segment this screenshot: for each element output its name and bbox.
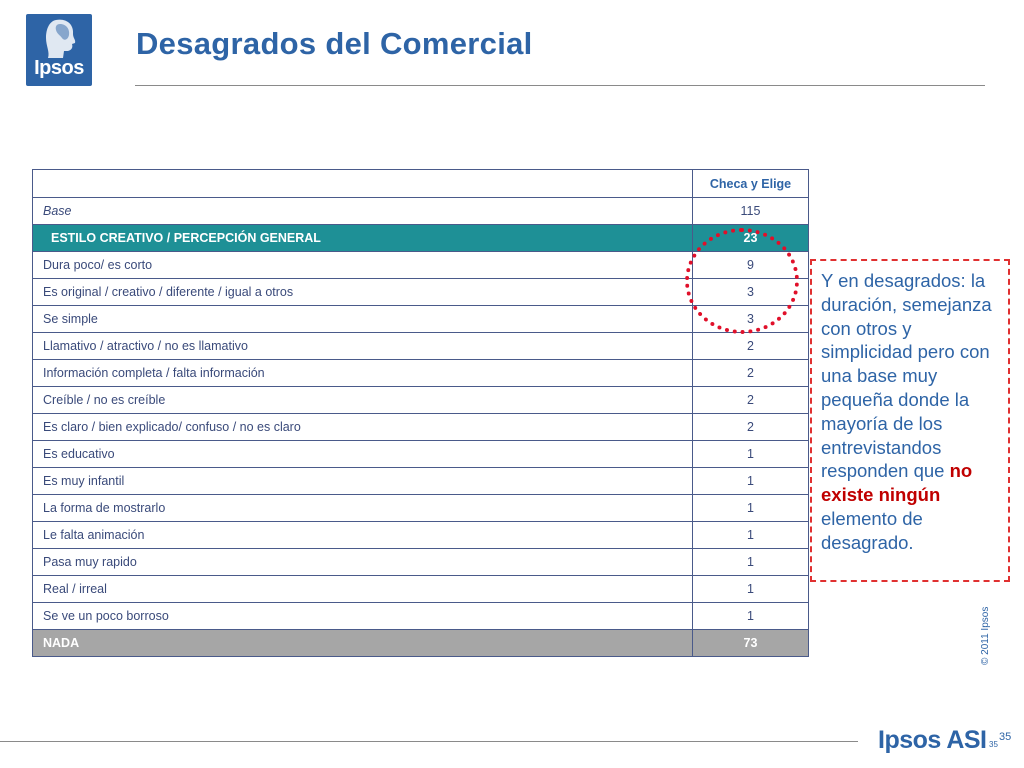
row-value: 1 <box>693 549 809 576</box>
row-value: 1 <box>693 495 809 522</box>
row-label: Creíble / no es creíble <box>33 387 693 414</box>
table-row <box>33 576 809 603</box>
title-divider <box>135 85 985 86</box>
row-label: Es muy infantil <box>33 468 693 495</box>
row-label: Llamativo / atractivo / no es llamativo <box>33 333 693 360</box>
logo-text: Ipsos <box>34 57 84 79</box>
row-value: 9 <box>693 252 809 279</box>
table-row <box>33 306 809 333</box>
data-table <box>32 169 809 657</box>
total-label: NADA <box>33 630 693 657</box>
row-value: 2 <box>693 414 809 441</box>
copyright-text: © 2011 Ipsos <box>980 606 991 665</box>
callout-box <box>810 259 1010 582</box>
row-value: 1 <box>693 468 809 495</box>
total-value: 73 <box>693 630 809 657</box>
page-number: 35 <box>999 731 1012 743</box>
row-value: 1 <box>693 603 809 630</box>
callout-text: Y en desagrados: la duración, semejanza con otros y simplicidad pero con una base muy pequeña donde la mayoría de los entrevistandos responden que <box>821 270 992 482</box>
table-header-row <box>33 170 809 198</box>
base-row <box>33 198 809 225</box>
footer-divider <box>0 741 858 742</box>
row-value: 2 <box>693 387 809 414</box>
base-value: 115 <box>693 198 809 225</box>
table-row <box>33 441 809 468</box>
table-row <box>33 522 809 549</box>
total-row <box>33 630 809 657</box>
row-label: Pasa muy rapido <box>33 549 693 576</box>
table-row <box>33 495 809 522</box>
row-value: 2 <box>693 360 809 387</box>
page-title: Desagrados del Comercial <box>136 26 533 61</box>
row-label: Es original / creativo / diferente / igual a otros <box>33 279 693 306</box>
table-row <box>33 603 809 630</box>
row-label: Dura poco/ es corto <box>33 252 693 279</box>
row-label: Información completa / falta información <box>33 360 693 387</box>
callout-text-end: elemento de desagrado. <box>821 507 923 553</box>
row-value: 3 <box>693 306 809 333</box>
footer-brand: Ipsos ASI <box>878 726 987 754</box>
section-row <box>33 225 809 252</box>
row-label: Se ve un poco borroso <box>33 603 693 630</box>
row-label: Es educativo <box>33 441 693 468</box>
row-value: 1 <box>693 522 809 549</box>
row-label: Es claro / bien explicado/ confuso / no es claro <box>33 414 693 441</box>
row-label: La forma de mostrarlo <box>33 495 693 522</box>
ipsos-logo <box>26 14 92 86</box>
table-row <box>33 360 809 387</box>
highlight-circle <box>685 228 799 334</box>
header-column-label: Checa y Elige <box>693 170 809 198</box>
table-row <box>33 333 809 360</box>
row-label: Real / irreal <box>33 576 693 603</box>
row-value: 1 <box>693 576 809 603</box>
table-row <box>33 468 809 495</box>
row-label: Se simple <box>33 306 693 333</box>
row-label: Le falta animación <box>33 522 693 549</box>
table-row <box>33 414 809 441</box>
section-label: ESTILO CREATIVO / PERCEPCIÓN GENERAL <box>33 225 693 252</box>
row-value: 3 <box>693 279 809 306</box>
table-row <box>33 387 809 414</box>
section-value: 23 <box>693 225 809 252</box>
page-number-small: 35 <box>989 740 998 749</box>
base-label: Base <box>33 198 693 225</box>
row-value: 2 <box>693 333 809 360</box>
table-row <box>33 549 809 576</box>
header-label <box>33 170 693 198</box>
row-value: 1 <box>693 441 809 468</box>
callout-emphasis: no existe ningún <box>821 460 973 506</box>
